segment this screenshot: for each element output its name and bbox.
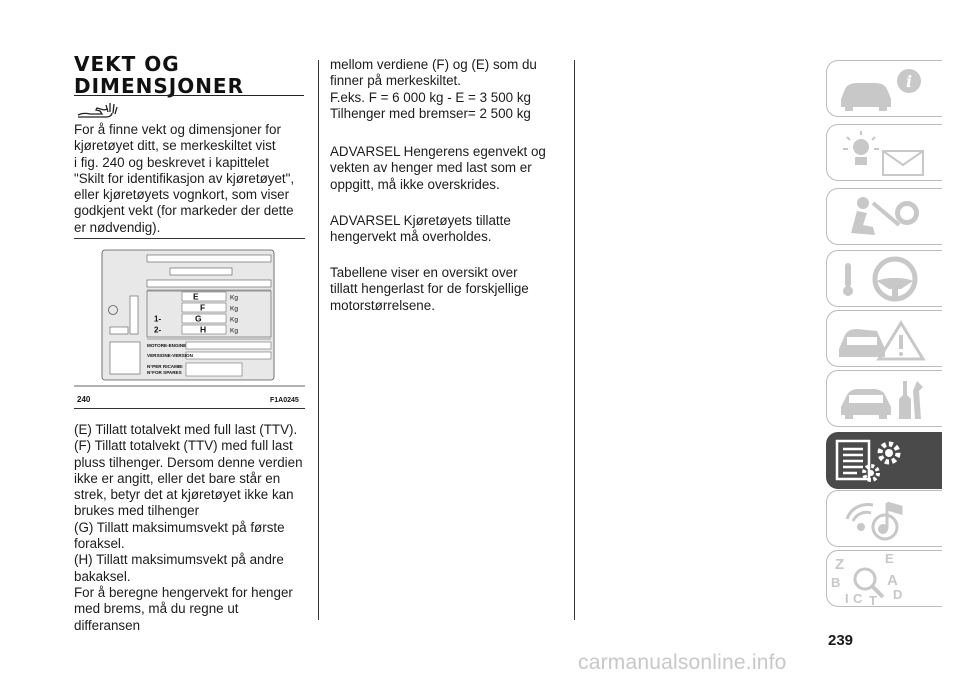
svg-text:C: C bbox=[853, 591, 863, 606]
figure-bottom-rule bbox=[74, 408, 305, 409]
warning-towing-weight-text: ADVARSEL Kjøretøyets tillatte hengervekt må overholdes. bbox=[330, 213, 511, 245]
figure-code: F1A0245 bbox=[270, 397, 299, 404]
svg-text:I: I bbox=[845, 591, 849, 606]
warning-lights-icon bbox=[827, 125, 943, 182]
svg-text:E: E bbox=[885, 551, 894, 566]
specs-gears-icon bbox=[827, 433, 943, 490]
text-divider bbox=[74, 238, 305, 239]
plate-letter-e: E bbox=[193, 291, 199, 302]
section-title-line2: DIMENSJONER bbox=[74, 74, 244, 98]
column-separator-left bbox=[318, 60, 319, 620]
svg-text:B: B bbox=[831, 575, 841, 590]
tab-maintenance[interactable] bbox=[826, 370, 942, 427]
handwriting-hand-icon bbox=[76, 101, 120, 119]
svg-text:Z: Z bbox=[835, 556, 845, 573]
section-title-line1: VEKT OG bbox=[74, 52, 180, 76]
tab-safety[interactable] bbox=[826, 188, 942, 245]
plate-label-version: VERSIONE-VERSION bbox=[147, 353, 193, 358]
car-breakdown-icon bbox=[827, 311, 943, 368]
plate-letter-h: H bbox=[200, 324, 207, 335]
heading-rule bbox=[74, 95, 304, 96]
svg-text:i: i bbox=[906, 72, 913, 91]
column-separator-right bbox=[574, 60, 575, 620]
weight-definitions-text: (E) Tillatt totalvekt med full last (TTV). (F) Tillatt totalvekt (TTV) med full last pluss tilhenger. Dersom denne verdien ikke er angitt, eller det bare står en strek, betyr det at kjøretøyet ikke kan brukes med tilhenger (G) Tillatt maksimumsvekt på første foraksel. (H) Tillatt maksimumsvekt på andre bakaksel. For å beregne hengervekt for henger med brems, må du regne ut differansen bbox=[74, 422, 303, 633]
plate-letter-g: G bbox=[195, 313, 202, 324]
tab-technical-specs[interactable] bbox=[826, 432, 942, 489]
intro-text: For å finne vekt og dimensjoner for kjøretøyet ditt, se merkeskiltet vist i fig. 240 og beskrevet i kapittelet "Skilt for identifikasjon av kjøretøyet", eller kjøretøyets vognkort, som viser godkjent vekt (for markeder der dette er nødvendig). bbox=[74, 122, 295, 235]
tab-index[interactable] bbox=[826, 550, 942, 607]
plate-unit-e: Kg bbox=[230, 294, 238, 302]
car-maintenance-icon bbox=[827, 371, 943, 428]
plate-prefix-g: 1- bbox=[154, 314, 162, 324]
weight-plate-illustration bbox=[74, 242, 305, 404]
seat-airbag-icon bbox=[827, 189, 943, 246]
plate-label-engine: MOTORE-ENGINE bbox=[147, 343, 187, 348]
plate-label-spares-1: N°PER RICAMBI bbox=[147, 364, 183, 369]
car-info-icon bbox=[827, 61, 943, 118]
plate-letter-f: F bbox=[200, 302, 206, 313]
figure-240 bbox=[74, 242, 305, 404]
plate-label-spares-2: N°FOR SPARES bbox=[147, 370, 182, 375]
plate-prefix-h: 2- bbox=[154, 325, 162, 335]
trailer-calc-text: mellom verdiene (F) og (E) som du finner på merkeskiltet. F.eks. F = 6 000 kg - E = 3 500 kg Tilhenger med bremser= 2 500 kg bbox=[330, 57, 537, 121]
steering-wheel-icon bbox=[827, 251, 943, 308]
section-title bbox=[74, 53, 304, 97]
tables-overview-text: Tabellene viser en oversikt over tillatt hengerlast for de forskjellige motorstørrelsene. bbox=[330, 265, 529, 313]
figure-number: 240 bbox=[77, 395, 91, 404]
page-number: 239 bbox=[828, 632, 854, 649]
plate-unit-f: Kg bbox=[230, 305, 238, 313]
tab-warning-lights[interactable] bbox=[826, 124, 942, 181]
svg-text:D: D bbox=[893, 587, 903, 602]
index-az-icon bbox=[827, 551, 943, 608]
tab-multimedia[interactable] bbox=[826, 490, 942, 547]
tab-driving[interactable] bbox=[826, 250, 942, 307]
plate-unit-h: Kg bbox=[230, 327, 238, 335]
plate-unit-g: Kg bbox=[230, 316, 238, 324]
svg-text:T: T bbox=[869, 593, 877, 608]
svg-text:A: A bbox=[887, 572, 898, 589]
tab-car-info[interactable] bbox=[826, 60, 942, 117]
tab-emergency[interactable] bbox=[826, 310, 942, 367]
warning-trailer-weight-text: ADVARSEL Hengerens egenvekt og vekten av henger med last som er oppgitt, må ikke overskrides. bbox=[330, 144, 546, 192]
multimedia-icon bbox=[827, 491, 943, 548]
watermark-text: carmanualsonline.info bbox=[578, 651, 787, 674]
